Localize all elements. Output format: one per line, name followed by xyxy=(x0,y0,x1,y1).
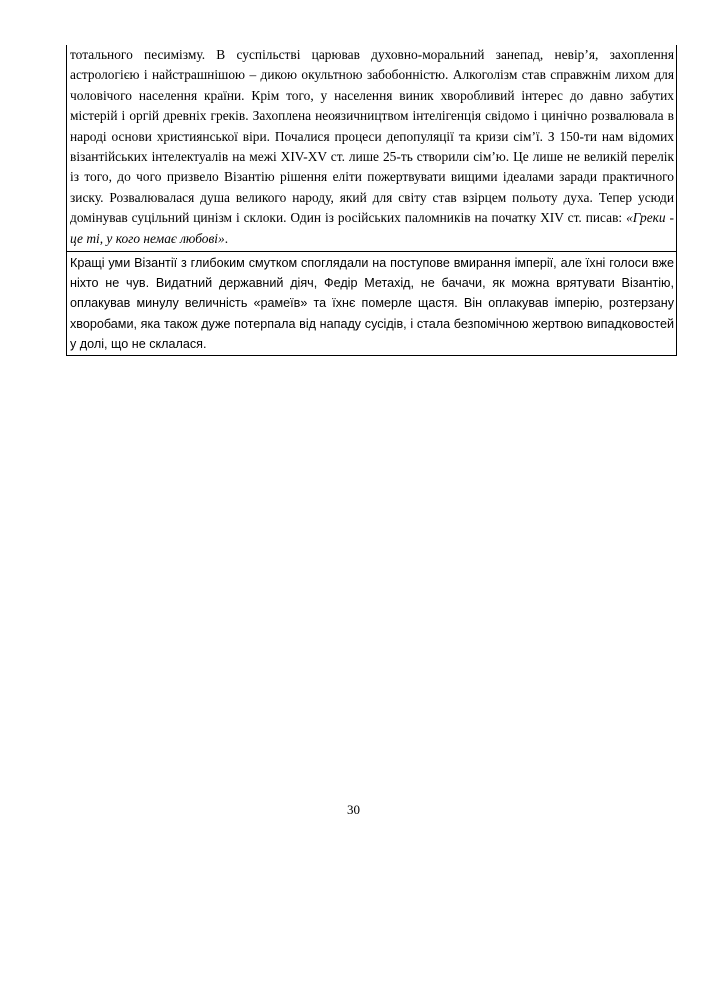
table-cell-paragraph-1 xyxy=(67,45,676,251)
paragraph-1-quote: «Греки - це ті, у кого немає любові» xyxy=(70,210,674,246)
paragraph-1-end: . xyxy=(224,230,229,246)
text-table xyxy=(66,45,677,356)
paragraph-2-text: Кращі уми Візантії з глибоким смутком споглядали на поступове вмирання імперії, але їхні голоси вже ніхто не чув. Видатний державний діяч, Федір Метахід, не бачачи, як можна врятувати Візантію, оплакував минулу величність «рамеїв» та їхнє померле щастя. Він оплакував імперію, розтерзану хворобами, яка також дуже потерпала від нападу сусідів, і стала безпомічною жертвою випадковостей у долі, що не склалася. xyxy=(70,256,674,351)
page-number: 30 xyxy=(347,802,360,817)
paragraph-1-text: тотального песимізму. В суспільстві царював духовно-моральний занепад, невір’я, захоплення астрологією і найстрашнішою – дикою окультною забобонністю. Алкоголізм став справжнім лихом для чоловічого населення країни. Крім того, у населення виник хворобливий інтерес до давно забутих містерій і оргій древніх греків. Захоплена неоязичництвом інтелігенція свідомо і цинічно розвалювала в народі основи християнської віри. Почалися процеси депопуляції та кризи сім’ї. З 150-ти нам відомих візантійських інтелектуалів на межі XIV-XV ст. лише 25-ть створили сім’ю. Це лише не великій перелік із того, до чого призвело Візантію рішення еліти пожертвувати вищими ідеалами заради практичного зиску. Розвалювалася душа великого народу, який для світу став взірцем польоту духа. Тепер усюди домінував суцільний цинізм і склоки. Один із російських паломників на початку XIV ст. писав: xyxy=(70,47,674,226)
table-cell-paragraph-2 xyxy=(67,251,676,355)
